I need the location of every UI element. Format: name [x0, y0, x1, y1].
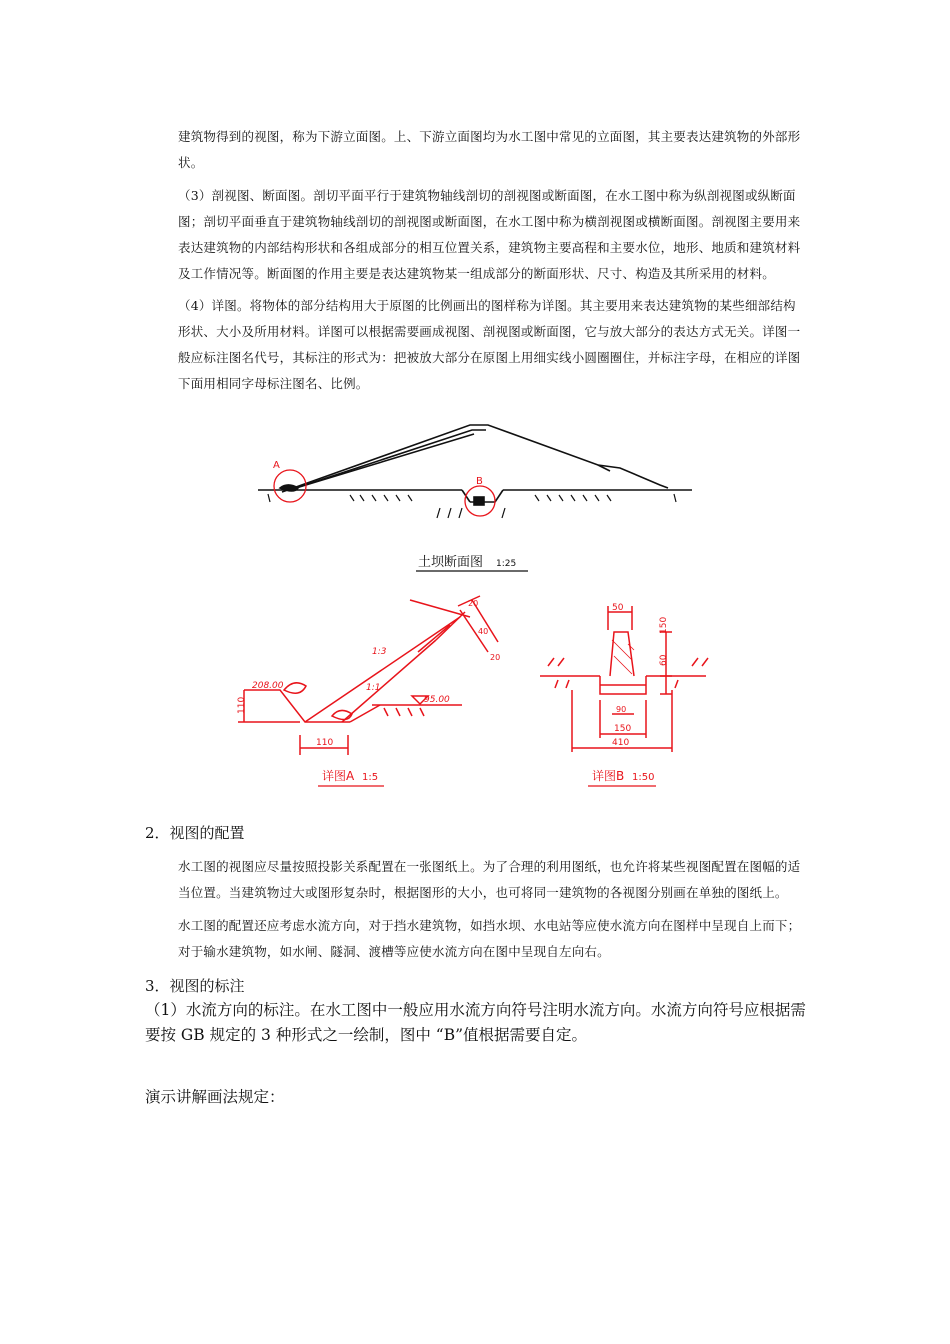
section-2-paragraph-1: 水工图的视图应尽量按照投影关系配置在一张图纸上。为了合理的利用图纸，也允许将某些视图配置在图幅的适当位置。当建筑物过大或图形复杂时，根据图形的大小，也可将同一建筑物的各视图分别画在单独的图纸上。: [178, 859, 801, 900]
section-3-paragraph-2: 演示讲解画法规定：: [145, 1088, 285, 1106]
detail-a-dim-bottom: 110: [316, 738, 334, 748]
detail-a-dim-layer: 20: [490, 653, 501, 662]
detail-b-dim-inner: 90: [616, 705, 627, 714]
paragraph-downstream-elevation: 建筑物得到的视图，称为下游立面图。上、下游立面图均为水工图中常见的立面图，其主要表达建筑物的外部形状。: [178, 129, 801, 170]
detail-a-dim-layer: 40: [478, 627, 489, 636]
detail-a-slope-2: 1:1: [366, 683, 381, 693]
detail-b-dim-h1: 150: [659, 616, 669, 634]
paragraph-detail-views: （4）详图。将物体的部分结构用大于原图的比例画出的图样称为详图。其主要用来表达建筑物的某些细部结构形状、大小及所用材料。详图可以根据需要画成视图、剖视图或断面图，它与放大部分的表达方式无关。详图一般应标注图名代号，其标注的形式为：把被放大部分在原图上用细实线小圆圈圈住，并标注字母，在相应的详图下面用相同字母标注图名、比例。: [178, 298, 801, 391]
detail-a-marker-label: A: [273, 460, 280, 471]
detail-a-scale: 1:5: [362, 772, 379, 783]
detail-a-drawing: [238, 596, 501, 755]
detail-b-marker-label: B: [476, 476, 483, 487]
detail-b-dim-top: 50: [612, 603, 624, 613]
detail-b-scale: 1:50: [632, 772, 655, 783]
main-figure-scale: 1:25: [496, 559, 517, 569]
dam-cross-section: [258, 425, 692, 518]
main-figure-caption: 土坝断面图: [418, 555, 484, 570]
detail-b-dim-total: 410: [612, 738, 630, 748]
detail-a-dim-height: 110: [237, 696, 247, 714]
section-2-heading: 2．视图的配置: [145, 824, 245, 842]
section-2-paragraph-2: 水工图的配置还应考虑水流方向，对于挡水建筑物，如挡水坝、水电站等应使水流方向在图样中呈现自上而下；对于输水建筑物，如水闸、隧洞、渡槽等应使水流方向在图中呈现自左向右。: [178, 918, 801, 959]
detail-a-elev-left: 208.00: [252, 681, 284, 691]
detail-a-elev-water: 95.00: [424, 695, 450, 705]
paragraph-section-views: （3）剖视图、断面图。剖切平面平行于建筑物轴线剖切的剖视图或断面图，在水工图中称为纵剖视图或纵断面图；剖切平面垂直于建筑物轴线剖切的剖视图或断面图，在水工图中称为横剖视图或横断面图。剖视图主要用来表达建筑物的内部结构形状和各组成部分的相互位置关系，建筑物主要高程和主要水位，地形、地质和建筑材料及工作情况等。断面图的作用主要是表达建筑物某一组成部分的断面形状、尺寸、构造及其所采用的材料。: [178, 188, 801, 281]
section-3-heading: 3．视图的标注: [145, 977, 245, 995]
detail-b-dim-mid: 150: [614, 724, 632, 734]
detail-b-caption: 详图B: [592, 769, 625, 783]
detail-b-dim-h2: 60: [659, 654, 669, 666]
detail-a-caption: 详图A: [322, 769, 355, 783]
section-3-paragraph-1: （1）水流方向的标注。在水工图中一般应用水流方向符号注明水流方向。水流方向符号应根据需要按 GB 规定的 3 种形式之一绘制，图中 “B”值根据需要自定。: [145, 1001, 806, 1044]
detail-a-slope-1: 1:3: [372, 647, 387, 657]
detail-a-dim-layer: 20: [468, 599, 479, 608]
